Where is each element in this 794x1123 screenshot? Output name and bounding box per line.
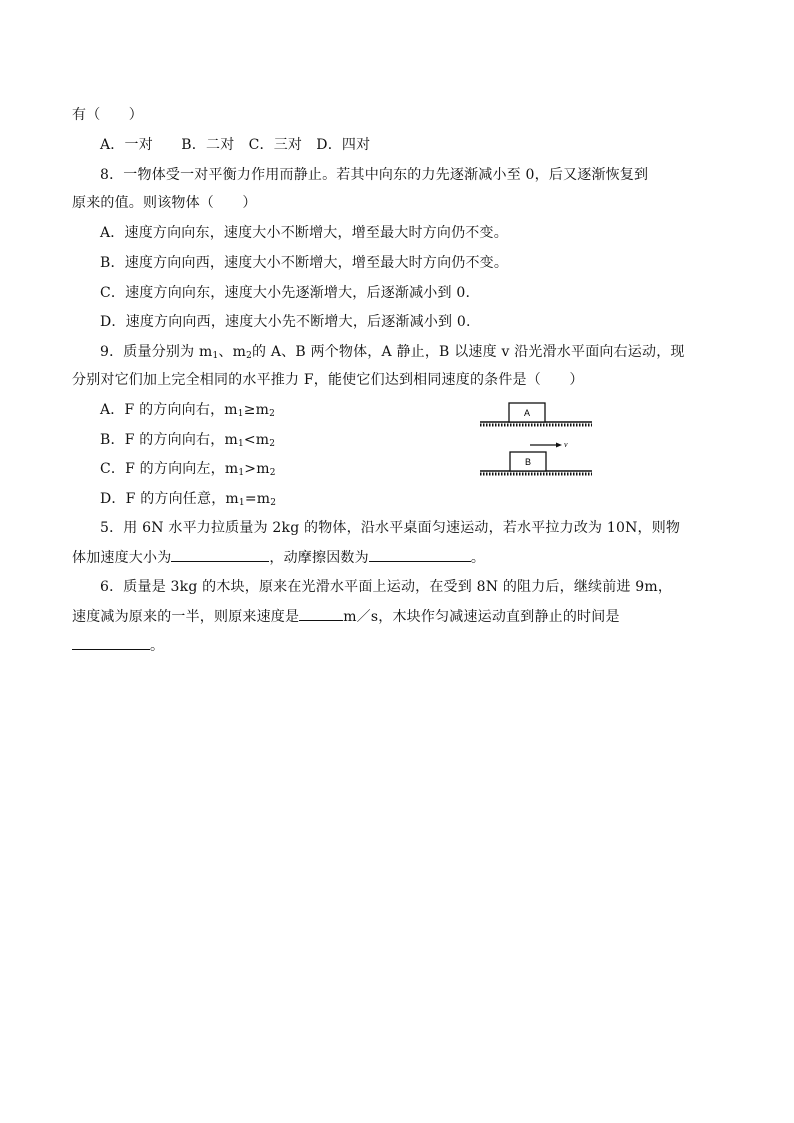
q8-option-b: B．速度方向向西，速度大小不断增大，增至最大时方向仍不变。	[100, 255, 509, 271]
q9-option-b	[100, 429, 275, 449]
opt-b-op: <m	[243, 432, 270, 448]
block-a-label: A	[523, 408, 531, 418]
opt-a-op: ≥m	[243, 402, 270, 418]
opt-b-sub1: 1	[237, 439, 244, 449]
q5-blank-1[interactable]	[171, 546, 269, 562]
q6-stem-3	[72, 634, 164, 655]
q9-option-c	[100, 458, 276, 478]
opt-c-sub1: 1	[238, 468, 245, 478]
opt-a-sub1: 1	[237, 409, 244, 419]
q8-option-a: A．速度方向向东，速度大小不断增大，增至最大时方向仍不变。	[100, 225, 508, 241]
q9-sub-1: 1	[212, 351, 219, 361]
velocity-label: v	[564, 440, 568, 449]
q7-options: A．一对 B．二对 C．三对 D．四对	[100, 137, 371, 153]
q6-stem-2	[72, 605, 620, 626]
q5-text-pre: 体加速度大小为	[72, 550, 172, 566]
q8-option-c: C．速度方向向东，速度大小先逐渐增大，后逐渐减小到 0.	[100, 285, 471, 301]
q9-figure	[476, 396, 596, 480]
q6-text-mid: m／s，木块作匀减速运动直到静止的时间是	[343, 609, 620, 625]
q9-sub-2: 2	[246, 351, 252, 361]
q5-blank-2[interactable]	[369, 546, 471, 562]
opt-b-sub2: 2	[269, 439, 276, 449]
q8-stem-1: 8．一物体受一对平衡力作用而静止。若其中向东的力先逐渐减小至 0，后又逐渐恢复到	[100, 167, 649, 183]
line-1: 有（ ）	[72, 107, 143, 123]
opt-b-text: B．F 的方向向右，m	[100, 432, 238, 448]
opt-a-sub2: 2	[269, 409, 276, 419]
q6-stem-1: 6．质量是 3kg 的木块，原来在光滑水平面上运动，在受到 8N 的阻力后，继续前进 9m，	[100, 579, 673, 595]
q6-text-pre: 速度减为原来的一半，则原来速度是	[72, 609, 300, 625]
q6-blank-1[interactable]	[299, 605, 343, 621]
opt-c-op: >m	[244, 461, 270, 477]
block-b-label: B	[524, 457, 532, 467]
q8-stem-2: 原来的值。则该物体（ ）	[72, 195, 257, 211]
opt-d-sub2: 2	[270, 498, 277, 508]
q9-text-c: 、m	[218, 344, 247, 360]
q5-stem-2	[72, 546, 485, 567]
q9-stem-1	[100, 341, 685, 361]
velocity-arrow	[530, 443, 562, 448]
q5-stem-1: 5．用 6N 水平力拉质量为 2kg 的物体，沿水平桌面匀速运动，若水平拉力改为 10N，则物	[100, 520, 681, 536]
opt-d-sub1: 1	[238, 498, 245, 508]
opt-c-text: C．F 的方向向左，m	[100, 461, 239, 477]
q5-text-end: 。	[470, 550, 486, 566]
q9-option-a	[100, 399, 275, 419]
opt-c-sub2: 2	[269, 468, 276, 478]
q9-stem-2: 分别对它们加上完全相同的水平推力 F，能使它们达到相同速度的条件是（ ）	[72, 372, 584, 388]
opt-a-text: A．F 的方向向右，m	[100, 402, 238, 418]
q9-text-e: 的 A、B 两个物体，A 静止，B 以速度 v 沿光滑水平面向右运动，现	[252, 344, 685, 360]
q9-option-d	[100, 488, 276, 508]
q5-text-mid: ，动摩擦因数为	[269, 550, 369, 566]
opt-d-text: D．F 的方向任意，m	[100, 491, 239, 507]
q6-text-end: 。	[150, 638, 165, 654]
q8-option-d: D．速度方向向西，速度大小先不断增大，后逐渐减小到 0.	[100, 314, 471, 330]
opt-d-op: =m	[244, 491, 271, 507]
q6-blank-2[interactable]	[72, 634, 150, 650]
q9-text-a: 9．质量分别为 m	[100, 344, 213, 360]
